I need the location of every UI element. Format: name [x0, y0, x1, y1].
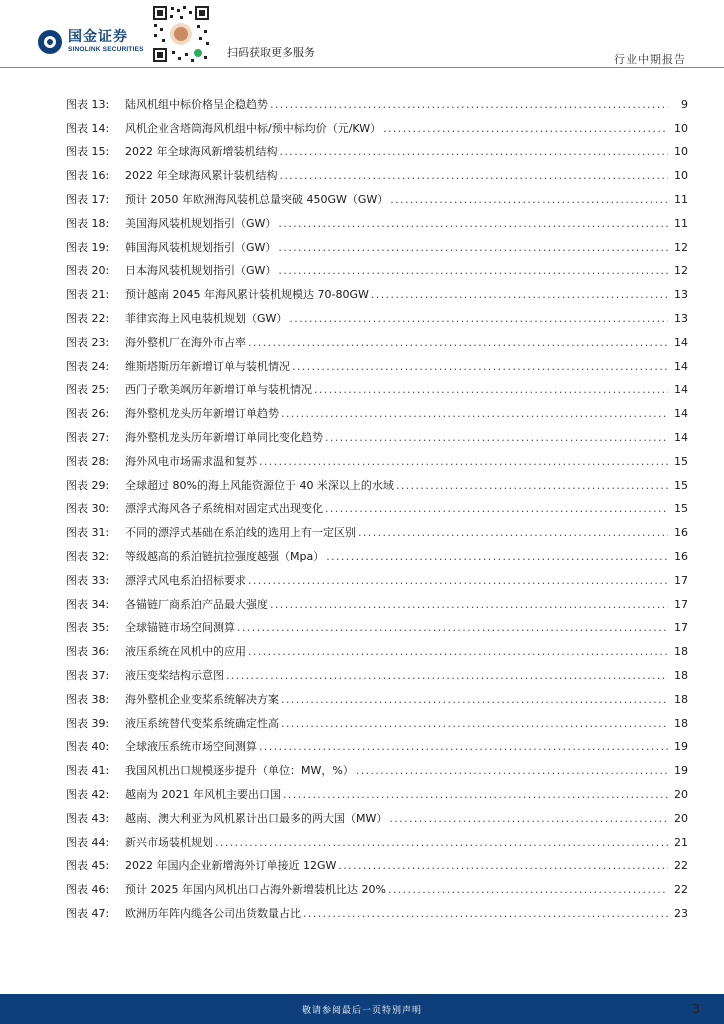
toc-page-number: 20	[674, 787, 688, 801]
toc-dot-leader	[396, 479, 668, 493]
toc-entry[interactable]	[66, 612, 688, 636]
toc-entry[interactable]	[66, 278, 688, 302]
toc-figure-label: 图表 29:	[66, 478, 110, 492]
toc-figure-title: 海外风电市场需求温和复苏	[125, 454, 257, 468]
toc-dot-leader	[278, 264, 668, 278]
toc-figure-title: 等级越高的系泊链抗拉强度越强（Mpa）	[125, 549, 325, 563]
toc-figure-label: 图表 46:	[66, 883, 110, 897]
toc-figure-label: 图表 33:	[66, 573, 110, 587]
toc-figure-title: 越南、澳大利亚为风机累计出口最多的两大国（MW）	[125, 811, 388, 825]
toc-figure-title: 海外整机龙头历年新增订单同比变化趋势	[125, 430, 323, 444]
toc-figure-label: 图表 19:	[66, 240, 110, 254]
toc-figure-title: 陆风机组中标价格呈企稳趋势	[125, 97, 268, 111]
toc-entry[interactable]	[66, 564, 688, 588]
toc-dot-leader	[281, 407, 668, 421]
toc-figure-label: 图表 26:	[66, 407, 110, 421]
toc-page-number: 22	[674, 859, 688, 873]
toc-figure-title: 全球锚链市场空间测算	[125, 621, 235, 635]
toc-dot-leader	[259, 455, 668, 469]
toc-figure-title: 西门子歌美飒历年新增订单与装机情况	[125, 383, 312, 397]
toc-figure-label: 图表 40:	[66, 740, 110, 754]
toc-dot-leader	[280, 145, 669, 159]
toc-dot-leader	[338, 859, 668, 873]
toc-entry[interactable]	[66, 231, 688, 255]
toc-figure-label: 图表 31:	[66, 526, 110, 540]
toc-figure-title: 海外整机龙头历年新增订单趋势	[125, 407, 279, 421]
toc-figure-label: 图表 21:	[66, 288, 110, 302]
toc-dot-leader	[358, 526, 668, 540]
report-type-label: 行业中期报告	[614, 53, 686, 66]
toc-dot-leader	[326, 550, 668, 564]
toc-figure-title: 我国风机出口规模逐步提升（单位：MW，%）	[125, 764, 354, 778]
toc-entry[interactable]	[66, 445, 688, 469]
toc-page-number: 12	[674, 240, 688, 254]
toc-entry[interactable]	[66, 659, 688, 683]
toc-page-number: 13	[674, 311, 688, 325]
toc-page-number: 12	[674, 264, 688, 278]
toc-dot-leader	[280, 169, 669, 183]
toc-figure-title: 海外整机企业变桨系统解决方案	[125, 692, 279, 706]
toc-figure-label: 图表 17:	[66, 192, 110, 206]
toc-dot-leader	[388, 883, 668, 897]
toc-figure-title: 漂浮式海风各子系统相对固定式出现变化	[125, 502, 323, 516]
toc-entry[interactable]	[66, 802, 688, 826]
toc-dot-leader	[281, 693, 668, 707]
toc-figure-title: 日本海风装机规划指引（GW）	[125, 264, 277, 278]
toc-figure-label: 图表 32:	[66, 549, 110, 563]
toc-figure-label: 图表 41:	[66, 764, 110, 778]
toc-entry[interactable]	[66, 183, 688, 207]
toc-entry[interactable]	[66, 302, 688, 326]
toc-page-number: 23	[674, 906, 688, 920]
toc-entry[interactable]	[66, 897, 688, 921]
toc-page-number: 19	[674, 764, 688, 778]
qr-code-icon	[150, 3, 212, 65]
header-divider	[0, 67, 724, 68]
toc-page-number: 14	[674, 335, 688, 349]
toc-figure-title: 各锚链厂商系泊产品最大强度	[125, 597, 268, 611]
toc-figure-title: 预计越南 2045 年海风累计装机规模达 70-80GW	[125, 288, 369, 302]
toc-entry[interactable]	[66, 731, 688, 755]
toc-page-number: 18	[674, 645, 688, 659]
toc-figure-label: 图表 47:	[66, 906, 110, 920]
figure-index-list	[66, 88, 688, 921]
toc-dot-leader	[325, 502, 668, 516]
toc-dot-leader	[278, 217, 668, 231]
toc-page-number: 18	[674, 692, 688, 706]
toc-page-number: 10	[674, 145, 688, 159]
toc-figure-title: 越南为 2021 年风机主要出口国	[125, 787, 281, 801]
toc-entry[interactable]	[66, 778, 688, 802]
toc-figure-title: 2022 年全球海风累计装机结构	[125, 169, 278, 183]
toc-page-number: 10	[674, 121, 688, 135]
toc-figure-label: 图表 16:	[66, 169, 110, 183]
page-number: 3	[692, 1002, 700, 1016]
toc-entry[interactable]	[66, 255, 688, 279]
toc-figure-title: 维斯塔斯历年新增订单与装机情况	[125, 359, 290, 373]
toc-dot-leader	[215, 836, 668, 850]
toc-figure-title: 全球液压系统市场空间测算	[125, 740, 257, 754]
toc-figure-label: 图表 35:	[66, 621, 110, 635]
toc-figure-title: 韩国海风装机规划指引（GW）	[125, 240, 277, 254]
toc-figure-title: 2022 年国内企业新增海外订单接近 12GW	[125, 859, 337, 873]
toc-dot-leader	[283, 788, 668, 802]
toc-entry[interactable]	[66, 350, 688, 374]
toc-figure-label: 图表 34:	[66, 597, 110, 611]
toc-figure-title: 液压系统在风机中的应用	[125, 645, 246, 659]
logo-english-name: SINOLINK SECURITIES	[68, 46, 144, 54]
toc-figure-label: 图表 13:	[66, 97, 110, 111]
toc-page-number: 22	[674, 883, 688, 897]
toc-dot-leader	[248, 574, 668, 588]
toc-entry[interactable]	[66, 469, 688, 493]
toc-figure-title: 液压变桨结构示意图	[125, 668, 224, 682]
toc-dot-leader	[325, 431, 668, 445]
toc-figure-label: 图表 25:	[66, 383, 110, 397]
toc-page-number: 17	[674, 621, 688, 635]
toc-page-number: 14	[674, 383, 688, 397]
toc-page-number: 11	[674, 192, 688, 206]
toc-dot-leader	[248, 645, 668, 659]
toc-figure-title: 预计 2050 年欧洲海风装机总量突破 450GW（GW）	[125, 192, 389, 206]
toc-dot-leader	[248, 336, 668, 350]
toc-dot-leader	[289, 312, 668, 326]
toc-entry[interactable]	[66, 683, 688, 707]
toc-dot-leader	[356, 764, 668, 778]
toc-page-number: 20	[674, 811, 688, 825]
toc-entry[interactable]	[66, 754, 688, 778]
toc-dot-leader	[281, 717, 668, 731]
footer-disclaimer: 敬请参阅最后一页特别声明	[301, 1006, 422, 1016]
toc-page-number: 14	[674, 430, 688, 444]
toc-page-number: 15	[674, 502, 688, 516]
toc-entry[interactable]	[66, 88, 688, 112]
toc-page-number: 19	[674, 740, 688, 754]
toc-entry[interactable]	[66, 850, 688, 874]
toc-dot-leader	[278, 241, 668, 255]
toc-page-number: 15	[674, 454, 688, 468]
toc-figure-label: 图表 14:	[66, 121, 110, 135]
toc-page-number: 16	[674, 549, 688, 563]
toc-page-number: 15	[674, 478, 688, 492]
toc-figure-label: 图表 36:	[66, 645, 110, 659]
company-logo	[38, 28, 144, 56]
toc-dot-leader	[390, 193, 668, 207]
toc-dot-leader	[237, 621, 668, 635]
toc-dot-leader	[314, 383, 668, 397]
toc-dot-leader	[383, 122, 668, 136]
toc-page-number: 13	[674, 288, 688, 302]
toc-figure-title: 海外整机厂在海外市占率	[125, 335, 246, 349]
toc-dot-leader	[226, 669, 668, 683]
toc-figure-title: 风机企业含塔筒海风机组中标/预中标均价（元/KW）	[125, 121, 382, 135]
toc-page-number: 9	[681, 97, 688, 111]
toc-entry[interactable]	[66, 588, 688, 612]
toc-page-number: 18	[674, 716, 688, 730]
toc-entry[interactable]	[66, 136, 688, 160]
toc-figure-title: 2022 年全球海风新增装机结构	[125, 145, 278, 159]
toc-figure-title: 预计 2025 年国内风机出口占海外新增装机比达 20%	[125, 883, 386, 897]
logo-emblem-icon	[38, 30, 62, 54]
toc-figure-title: 全球超过 80%的海上风能资源位于 40 米深以上的水域	[125, 478, 394, 492]
toc-page-number: 21	[674, 835, 688, 849]
toc-dot-leader	[259, 740, 668, 754]
toc-page-number: 16	[674, 526, 688, 540]
toc-figure-title: 不同的漂浮式基础在系泊线的选用上有一定区别	[125, 526, 356, 540]
toc-figure-label: 图表 23:	[66, 335, 110, 349]
toc-dot-leader	[371, 288, 668, 302]
toc-entry[interactable]	[66, 826, 688, 850]
toc-entry[interactable]	[66, 635, 688, 659]
toc-figure-label: 图表 43:	[66, 811, 110, 825]
toc-page-number: 14	[674, 407, 688, 421]
toc-figure-label: 图表 27:	[66, 430, 110, 444]
toc-figure-title: 美国海风装机规划指引（GW）	[125, 216, 277, 230]
toc-page-number: 18	[674, 668, 688, 682]
logo-chinese-name: 国金证券	[68, 29, 128, 46]
toc-figure-label: 图表 45:	[66, 859, 110, 873]
toc-figure-title: 漂浮式风电系泊招标要求	[125, 573, 246, 587]
toc-entry[interactable]	[66, 707, 688, 731]
page-footer	[0, 994, 724, 1024]
toc-figure-label: 图表 15:	[66, 145, 110, 159]
toc-entry[interactable]	[66, 112, 688, 136]
toc-figure-label: 图表 24:	[66, 359, 110, 373]
toc-figure-label: 图表 22:	[66, 311, 110, 325]
toc-figure-title: 液压系统替代变桨系统确定性高	[125, 716, 279, 730]
toc-figure-label: 图表 39:	[66, 716, 110, 730]
toc-page-number: 11	[674, 216, 688, 230]
toc-figure-label: 图表 38:	[66, 692, 110, 706]
toc-entry[interactable]	[66, 326, 688, 350]
toc-entry[interactable]	[66, 516, 688, 540]
toc-entry[interactable]	[66, 540, 688, 564]
toc-page-number: 10	[674, 169, 688, 183]
toc-figure-label: 图表 42:	[66, 787, 110, 801]
toc-entry[interactable]	[66, 207, 688, 231]
toc-figure-label: 图表 28:	[66, 454, 110, 468]
toc-dot-leader	[270, 98, 668, 112]
toc-page-number: 17	[674, 597, 688, 611]
page-header	[0, 0, 724, 70]
toc-entry[interactable]	[66, 159, 688, 183]
toc-figure-label: 图表 44:	[66, 835, 110, 849]
toc-dot-leader	[303, 907, 668, 921]
toc-figure-title: 新兴市场装机规划	[125, 835, 213, 849]
toc-entry[interactable]	[66, 374, 688, 398]
toc-figure-label: 图表 30:	[66, 502, 110, 516]
toc-entry[interactable]	[66, 873, 688, 897]
toc-entry[interactable]	[66, 421, 688, 445]
toc-entry[interactable]	[66, 493, 688, 517]
toc-figure-title: 菲律宾海上风电装机规划（GW）	[125, 311, 288, 325]
toc-dot-leader	[389, 812, 668, 826]
scan-for-services-text: 扫码获取更多服务	[227, 46, 315, 59]
toc-page-number: 17	[674, 573, 688, 587]
toc-dot-leader	[270, 598, 668, 612]
toc-figure-title: 欧洲历年阵内缆各公司出货数量占比	[125, 906, 301, 920]
toc-figure-label: 图表 37:	[66, 668, 110, 682]
toc-page-number: 14	[674, 359, 688, 373]
toc-figure-label: 图表 20:	[66, 264, 110, 278]
toc-figure-label: 图表 18:	[66, 216, 110, 230]
toc-entry[interactable]	[66, 397, 688, 421]
toc-dot-leader	[292, 360, 668, 374]
